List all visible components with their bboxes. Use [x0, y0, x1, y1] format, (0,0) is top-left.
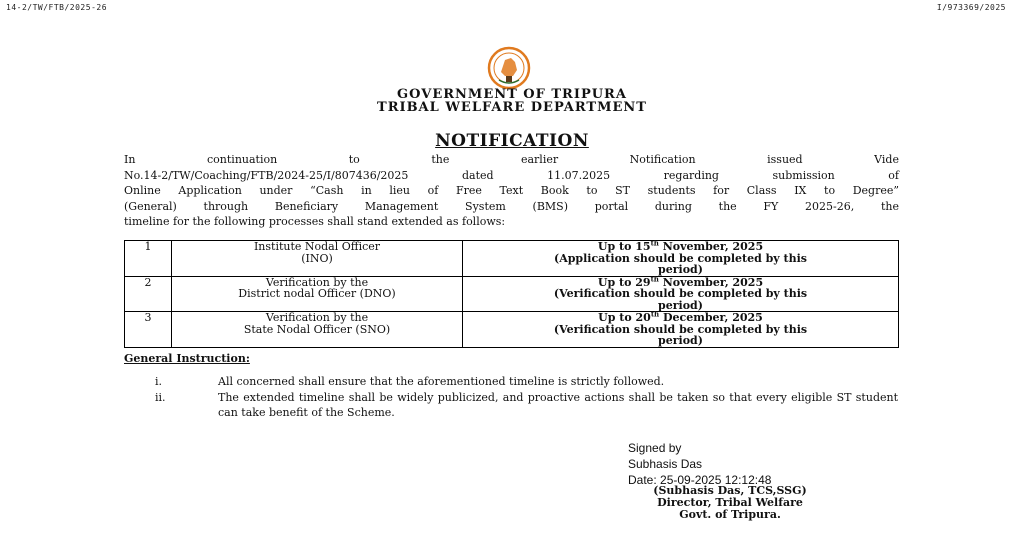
officer-line: Institute Nodal Officer — [253, 240, 381, 253]
deadline-note: period) — [658, 298, 703, 312]
officer-line: Verification by the — [265, 275, 369, 289]
signatory-designation: Director, Tribal Welfare — [657, 496, 803, 509]
instruction-number: i. — [155, 375, 163, 388]
file-reference: 14-2/TW/FTB/2025-26 — [6, 3, 108, 12]
table-row — [125, 276, 899, 312]
deadline-note: (Verification should be completed by this — [553, 287, 808, 300]
deadline-note: (Application should be completed by this — [554, 251, 807, 265]
instruction-text: The extended timeline shall be widely publicized, and proactive actions shall be taken so that every eligible ST student can take benefit of the Scheme. — [218, 391, 898, 419]
tripura-emblem-icon — [487, 46, 531, 90]
row-number: 2 — [125, 276, 172, 312]
timeline-table — [124, 240, 899, 348]
government-heading: GOVERNMENT OF TRIPURA — [397, 87, 627, 102]
digital-signature-label: Signed by — [628, 441, 682, 455]
deadline-cell — [463, 309, 899, 348]
officer-line: (INO) — [301, 251, 333, 265]
body-line: No.14-2/TW/Coaching/FTB/2024-25/I/807436/2025 dated 11.07.2025 regarding submission of — [124, 168, 899, 182]
deadline-cell — [463, 273, 899, 312]
row-number: 3 — [125, 312, 172, 348]
notification-body — [124, 152, 899, 230]
department-heading: TRIBAL WELFARE DEPARTMENT — [377, 100, 647, 115]
instruction-number: ii. — [155, 391, 166, 404]
notification-title: NOTIFICATION — [435, 131, 589, 151]
deadline-note: (Verification should be completed by this — [553, 322, 808, 336]
table-row — [125, 312, 899, 348]
officer-line: District nodal Officer (DNO) — [238, 287, 396, 300]
instruction-text: All concerned shall ensure that the aforementioned timeline is strictly followed. — [218, 375, 665, 388]
deadline-date: Up to 15th November, 2025 — [597, 238, 764, 253]
body-line: (General) through Beneficiary Management System (BMS) portal during the FY 2025-26, the — [124, 199, 899, 213]
deadline-note: period) — [658, 263, 703, 276]
officer-line: State Nodal Officer (SNO) — [243, 322, 391, 336]
digital-signature-name: Subhasis Das — [628, 457, 703, 471]
signatory-name: (Subhasis Das, TCS,SSG) — [653, 484, 807, 497]
body-line: In continuation to the earlier Notification issued Vide — [124, 153, 899, 166]
row-number: 1 — [125, 241, 172, 277]
deadline-date: Up to 29th November, 2025 — [597, 273, 764, 289]
signatory-office: Govt. of Tripura. — [679, 508, 781, 521]
officer-cell — [172, 276, 463, 312]
deadline-date: Up to 20th December, 2025 — [598, 309, 763, 324]
officer-line: Verification by the — [265, 311, 369, 324]
body-line: timeline for the following processes shall stand extended as follows: — [124, 215, 506, 228]
deadline-cell — [463, 238, 899, 277]
deadline-note: period) — [658, 334, 703, 347]
body-line: Online Application under “Cash in lieu of Free Text Book to ST students for Class IX to Degree” — [124, 184, 899, 197]
officer-cell — [172, 241, 463, 277]
general-instruction-heading: General Instruction: — [124, 352, 250, 365]
document-number: I/973369/2025 — [936, 3, 1006, 12]
officer-cell — [172, 312, 463, 348]
digital-signature-date: Date: 25-09-2025 12:12:48 — [628, 473, 772, 487]
table-row — [125, 241, 899, 277]
